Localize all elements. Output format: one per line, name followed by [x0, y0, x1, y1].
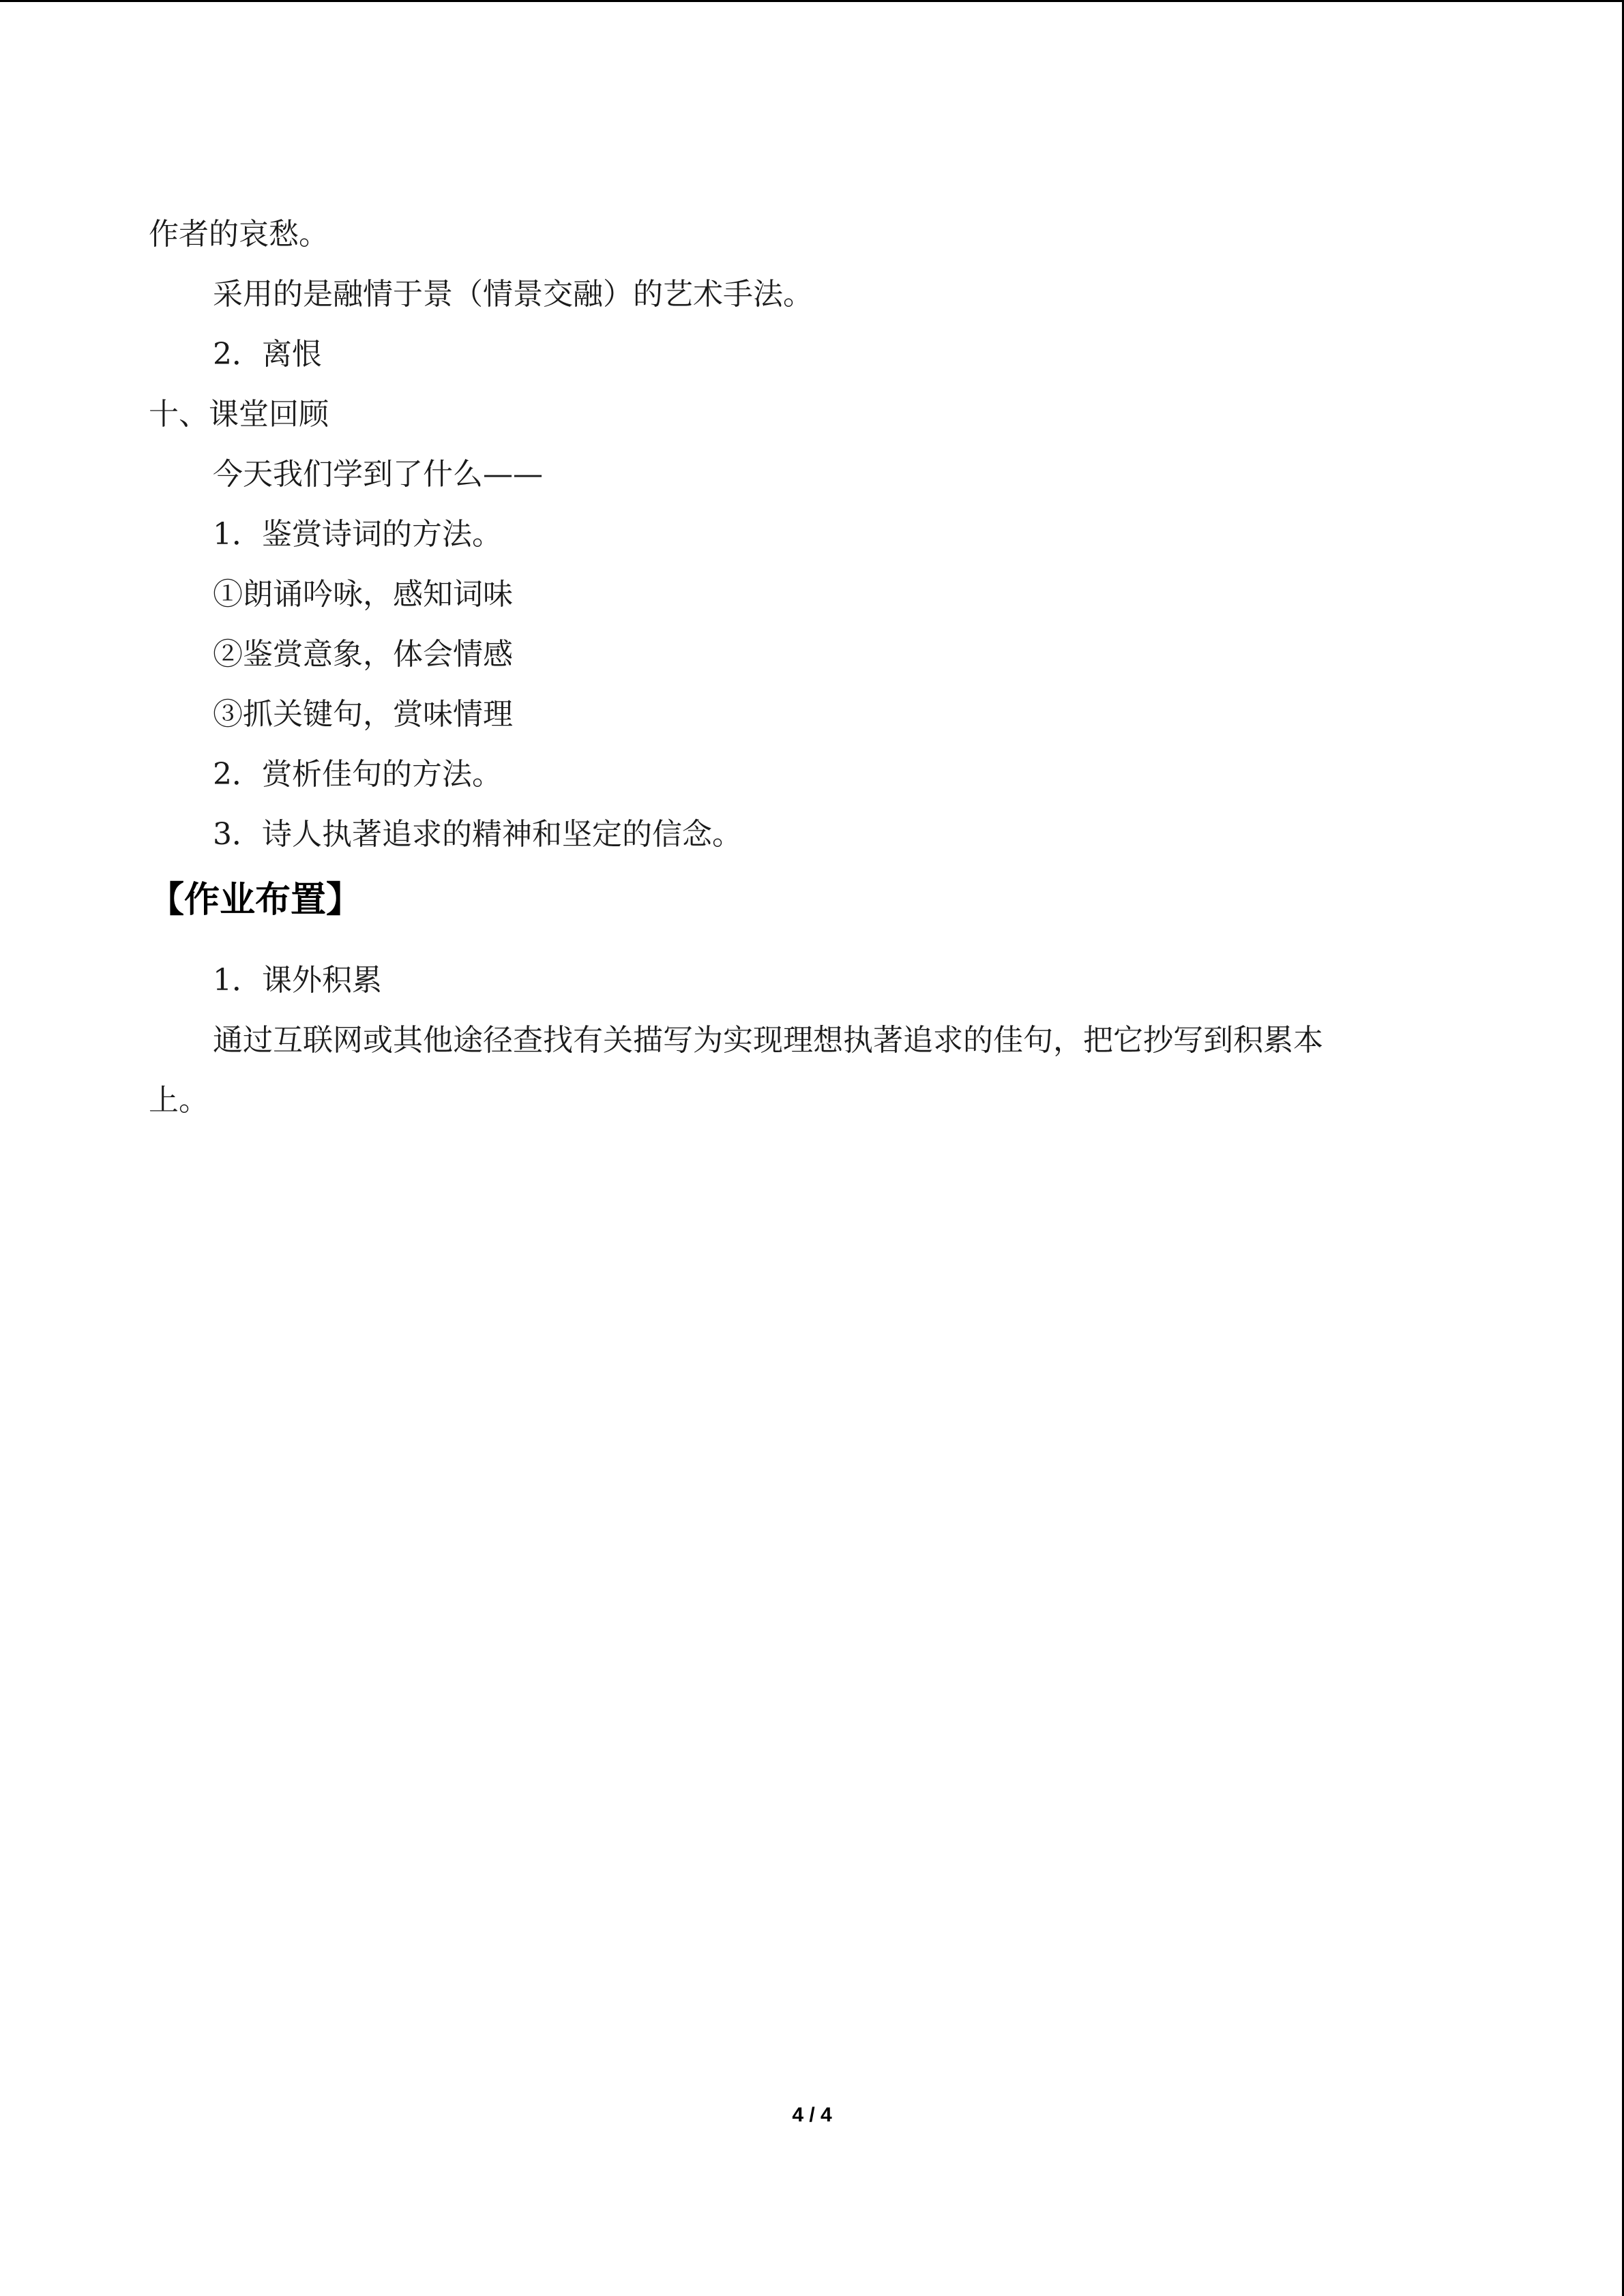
text-line: 今天我们学到了什么—— [213, 457, 543, 492]
list-item: 2．赏析佳句的方法。 [213, 757, 502, 792]
list-item: 1．鉴赏诗词的方法。 [213, 517, 502, 552]
text-line: 2．离恨 [213, 337, 322, 372]
list-item: 3．诗人执著追求的精神和坚定的信念。 [213, 817, 742, 852]
list-item: ②鉴赏意象，体会情感 [213, 637, 513, 672]
section-title: 十、课堂回顾 [149, 397, 329, 432]
list-item: ①朗诵吟咏，感知词味 [213, 577, 513, 612]
homework-heading: 【作业布置】 [149, 880, 362, 921]
list-item: 1．课外积累 [213, 963, 382, 998]
list-item: ③抓关键句，赏味情理 [213, 697, 513, 732]
page-top-border [0, 0, 1624, 2]
text-line: 采用的是融情于景（情景交融）的艺术手法。 [213, 277, 813, 312]
text-line: 上。 [149, 1083, 209, 1118]
text-line: 作者的哀愁。 [149, 217, 329, 252]
page-number: 4 / 4 [792, 2104, 832, 2126]
text-line: 通过互联网或其他途径查找有关描写为实现理想执著追求的佳句，把它抄写到积累本 [213, 1023, 1323, 1058]
